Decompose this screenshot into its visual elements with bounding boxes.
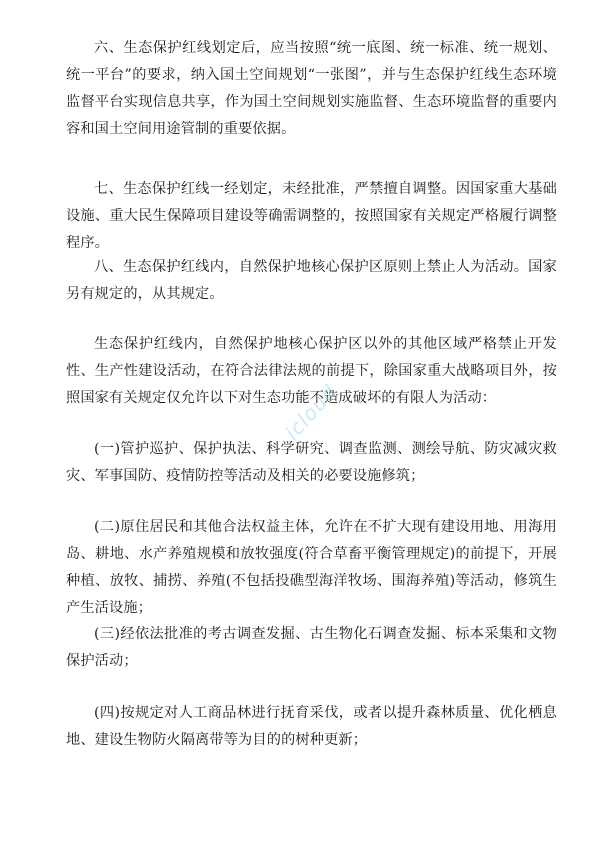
paragraph-7: 七、生态保护红线一经划定，未经批准，严禁擅自调整。因国家重大基础设施、重大民生保障项目建设等确需调整的，按照国家有关规定严格履行调整程序。 (66, 181, 557, 251)
list-item-3: (三)经依法批准的考古调查发掘、古生物化石调查发掘、标本采集和文物保护活动； (66, 626, 557, 669)
paragraph-6: 六、生态保护红线划定后，应当按照“统一底图、统一标准、统一规划、统一平台”的要求，纳入国土空间规划“一张图”，并与生态保护红线生态环境监督平台实现信息共享，作为国土空间规划实施监督、生态环境监督的重要内容和国土空间用途管制的重要依据。 (66, 40, 557, 137)
watermark: icloud (279, 379, 342, 445)
list-item-1: (一)管护巡护、保护执法、科学研究、调查监测、测绘导航、防灾减灾救灾、军事国防、疫情防控等活动及相关的必要设施修筑； (66, 441, 557, 484)
paragraph-8-detail: 生态保护红线内，自然保护地核心保护区以外的其他区域严格禁止开发性、生产性建设活动，在符合法律法规的前提下，除国家重大战略项目外，按照国家有关规定仅允许以下对生态功能不造成破坏的有限人为活动： (66, 336, 557, 406)
paragraph-8: 八、生态保护红线内，自然保护地核心保护区原则上禁止人为活动。国家另有规定的，从其规定。 (66, 259, 557, 302)
list-item-4: (四)按规定对人工商品林进行抚育采伐，或者以提升森林质量、优化栖息地、建设生物防火隔离带等为目的的树种更新； (66, 705, 557, 748)
list-item-2: (二)原住居民和其他合法权益主体，允许在不扩大现有建设用地、用海用岛、耕地、水产养殖规模和放牧强度(符合草畜平衡管理规定)的前提下，开展种植、放牧、捕捞、养殖(不包括投礁型海洋牧场、围海养殖)等活动，修筑生产生活设施； (66, 519, 557, 616)
